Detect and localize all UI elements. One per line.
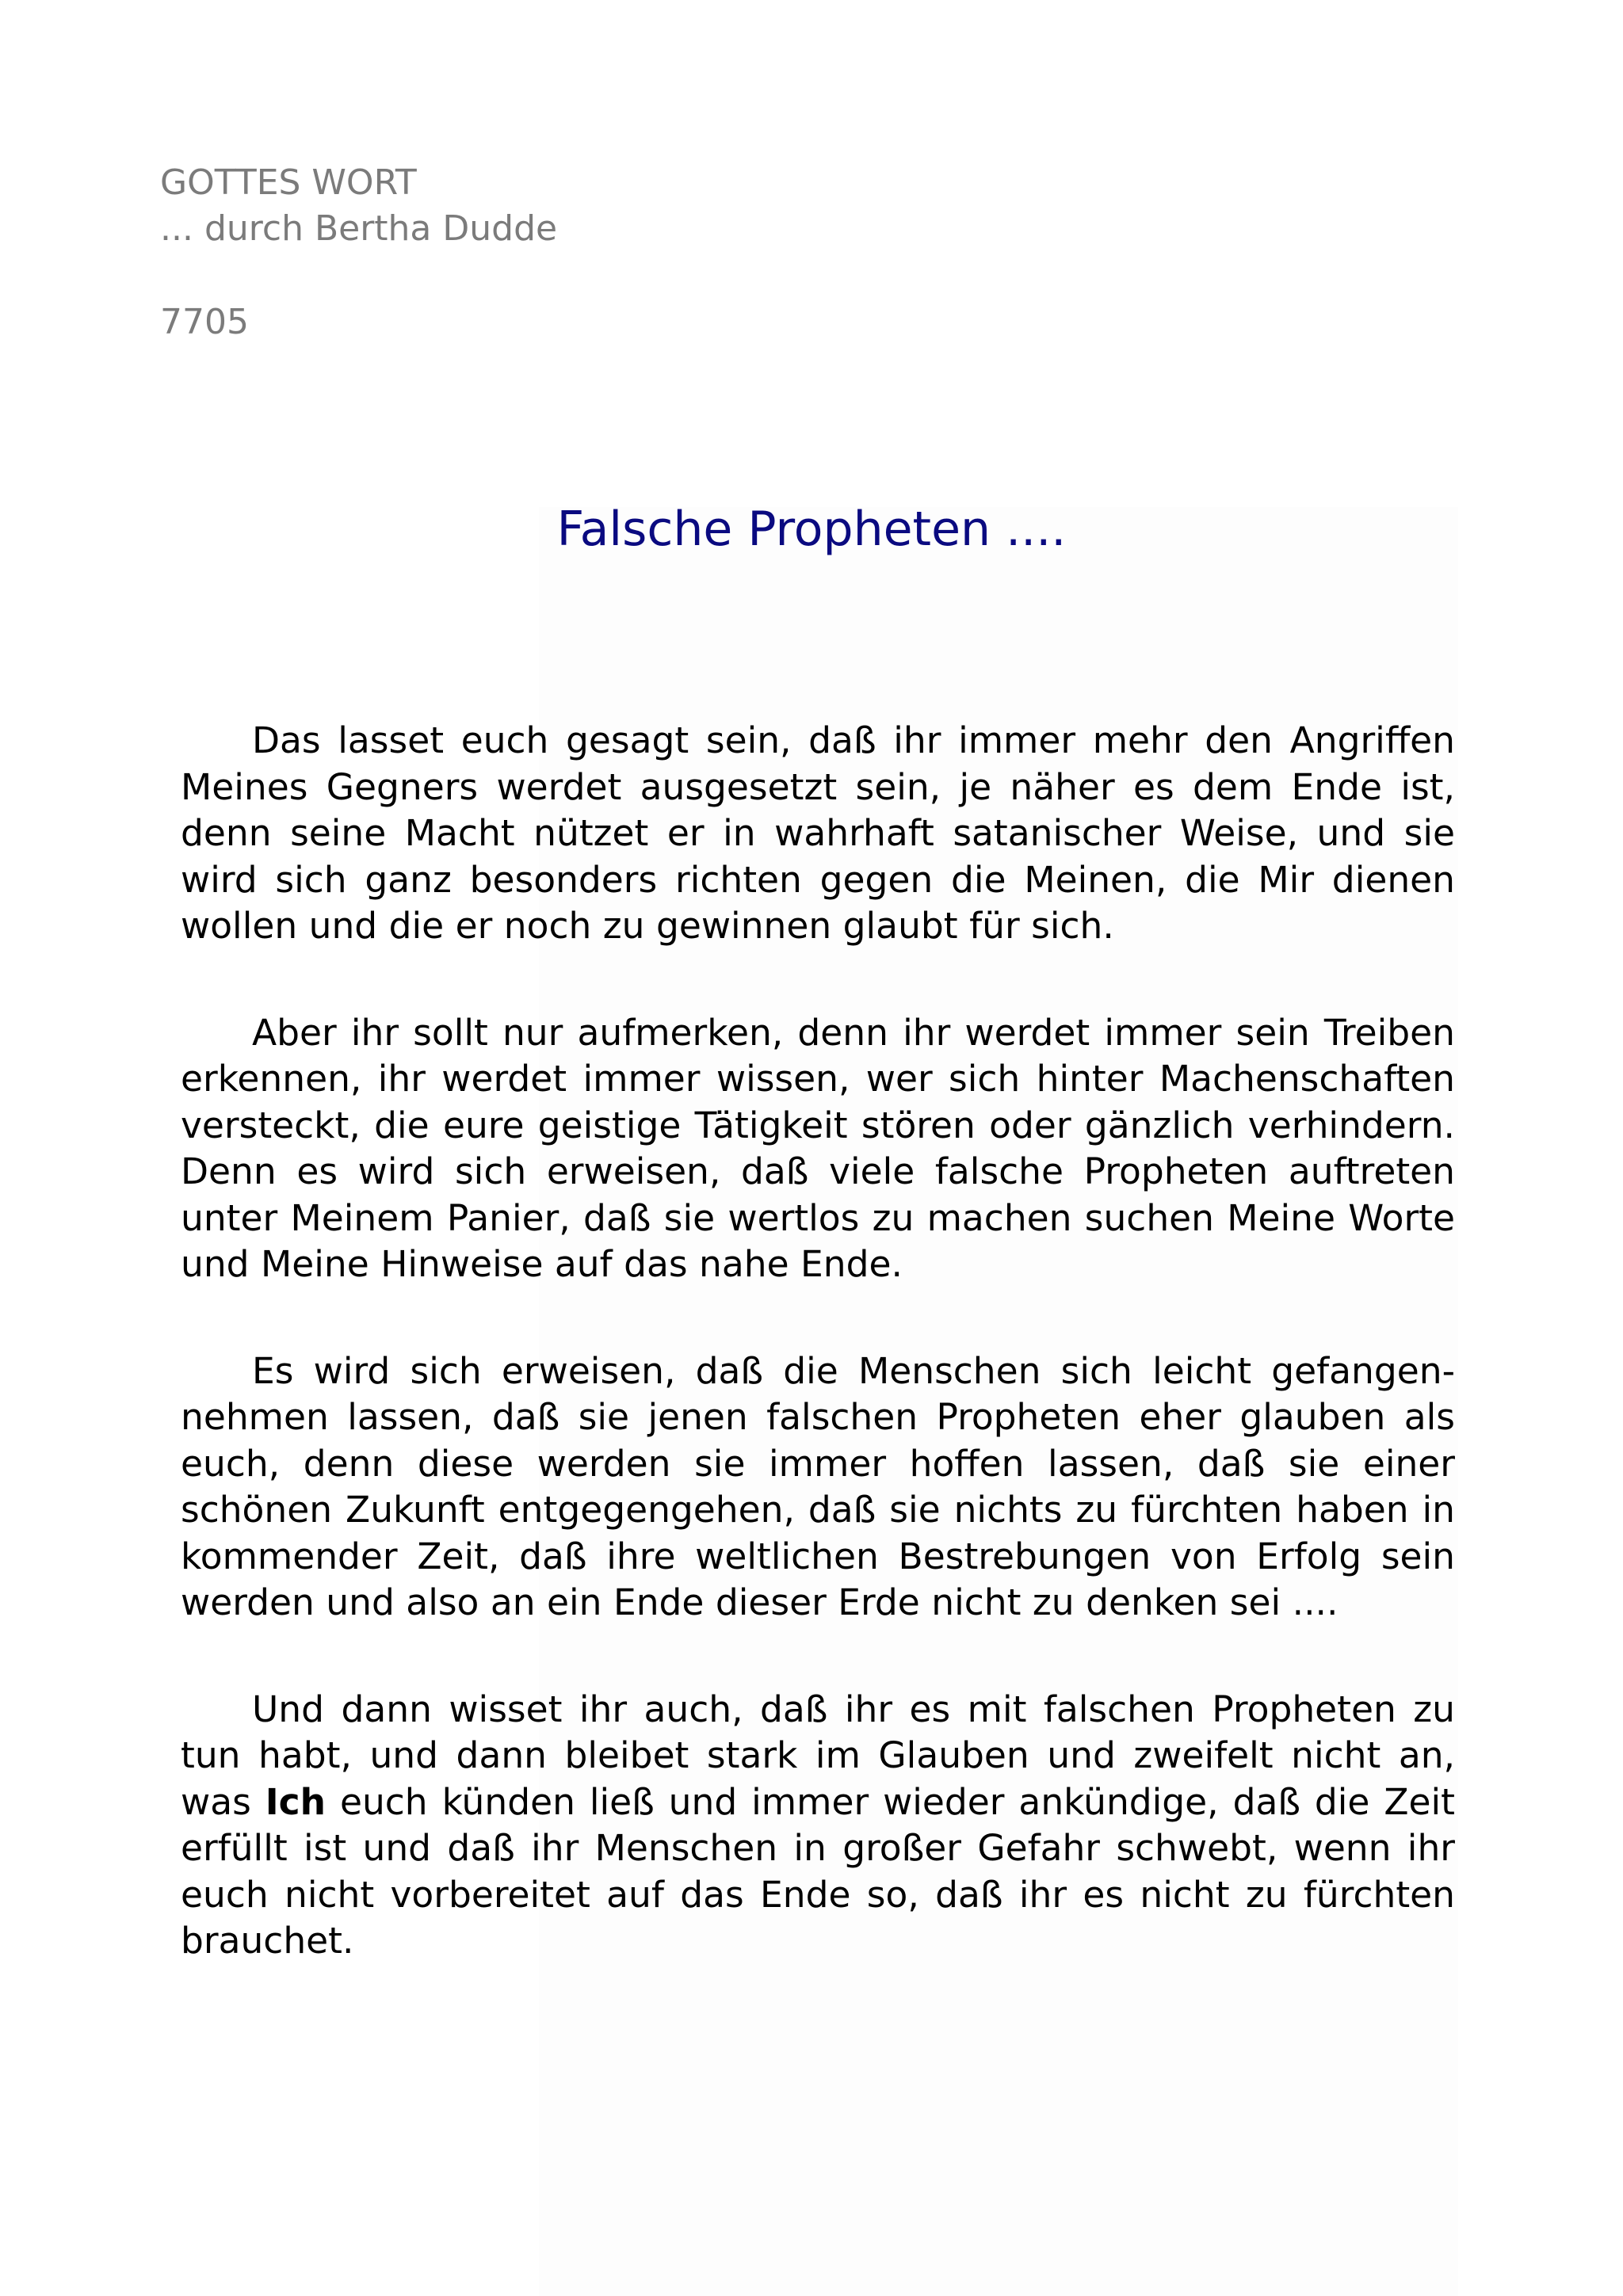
page-title: Falsche Propheten .... xyxy=(556,502,1067,557)
document-header xyxy=(160,160,557,252)
header-series-title: GOTTES WORT xyxy=(160,162,417,203)
header-author-line: ... durch Bertha Dudde xyxy=(160,208,558,249)
body-paragraph: Das lasset euch gesagt sein, daß ihr immer mehr den Angriffen Meines Gegners werdet ausgesetzt sein, je näher es dem Ende ist, denn seine Macht nützet er in wahrhaft satanischer Weise, und sie wird sich ganz besonders richten gegen die Meinen, die Mir dienen wollen und die er noch zu gewinnen glaubt für sich. xyxy=(181,719,1455,947)
body-paragraph: Aber ihr sollt nur aufmerken, denn ihr werdet immer sein Treiben erkennen, ihr werdet immer wissen, wer sich hinter Machenschaften versteckt, die eure geistige Tätigkeit stören oder gänzlich verhindern. Denn es wird sich erweisen, daß viele falsche Propheten auftreten unter Meinem Panier, daß sie wertlos zu machen suchen Meine Worte und Meine Hinweise auf das nahe Ende. xyxy=(181,1011,1455,1285)
body-paragraph-final xyxy=(181,1687,1455,1965)
document-body xyxy=(181,718,1455,2025)
document-number: 7705 xyxy=(160,302,249,342)
final-paragraph-text-end: euch künden ließ und immer wieder ankündige, daß die Zeit erfüllt ist und daß ihr Menschen in großer Gefahr schwebt, wenn ihr euch nicht vorbereitet auf das Ende so, daß ihr es nicht zu fürchten brauchet. xyxy=(181,1780,1455,1962)
emphasized-word: Ich xyxy=(265,1780,327,1823)
final-paragraph-text-start: Und dann wisset ihr auch, daß ihr es mit falschen Propheten zu tun habt, und dann bleibet stark im Glauben und zweifelt nicht an, was xyxy=(181,1688,1455,1823)
body-paragraph: Es wird sich erweisen, daß die Menschen sich leicht gefangennehmen lassen, daß sie jenen falschen Propheten eher glauben als euch, denn diese werden sie immer hoffen lassen, daß sie einer schönen Zukunft entgegengehen, daß sie nichts zu fürchten haben in kommender Zeit, daß ihre weltlichen Bestrebungen von Erfolg sein werden und also an ein Ende dieser Erde nicht zu denken sei .... xyxy=(181,1349,1455,1623)
